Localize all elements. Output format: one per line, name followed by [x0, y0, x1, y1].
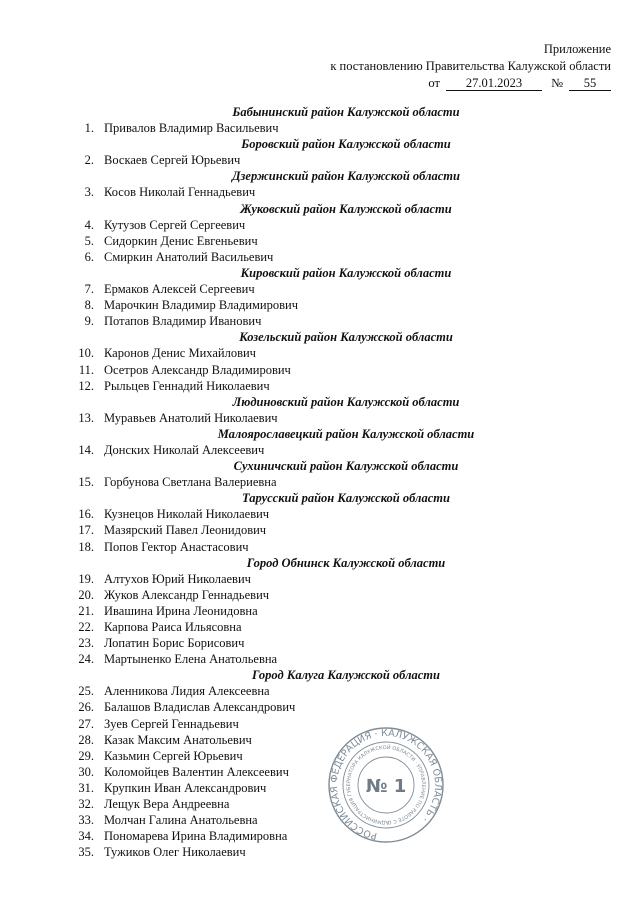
item-number: 12. [78, 378, 94, 393]
list-item [0, 345, 640, 361]
person-name: Крупкин Иван Александрович [104, 780, 267, 795]
item-number: 23. [78, 636, 94, 651]
item-number: 35. [78, 845, 94, 860]
district-heading: Жуковский район Калужской области [240, 201, 452, 216]
item-number: 29. [78, 748, 94, 763]
person-name: Казак Максим Анатольевич [104, 732, 252, 747]
district-heading: Козельский район Калужской области [239, 330, 453, 345]
district-heading: Сухиничский район Калужской области [233, 459, 459, 474]
item-number: 10. [78, 346, 94, 361]
person-name: Тужиков Олег Николаевич [104, 845, 246, 860]
list-item [0, 313, 640, 329]
list-item [0, 297, 640, 313]
from-label: от [428, 76, 440, 90]
item-number: 3. [84, 185, 94, 200]
list-item [0, 506, 640, 522]
item-number: 30. [78, 764, 94, 779]
district-heading: Малоярославецкий район Калужской области [217, 426, 475, 441]
item-number: 13. [78, 410, 94, 425]
person-name: Лопатин Борис Борисович [104, 636, 245, 651]
list-item [0, 619, 640, 635]
stamp-inner-text: АДМИНИСТРАЦИЯ ГУБЕРНАТОРА КАЛУЖСКОЙ ОБЛАСТИ · УПРАВЛЕНИЕ ПО РАБОТЕ С ОБРАЩЕНИЯМИ [345, 744, 427, 826]
person-name: Лещук Вера Андреевна [104, 797, 230, 812]
list-item [0, 233, 640, 249]
person-name: Молчан Галина Анатольевна [104, 813, 258, 828]
person-name: Муравьев Анатолий Николаевич [104, 410, 278, 425]
item-number: 22. [78, 620, 94, 634]
person-name: Казьмин Сергей Юрьевич [104, 748, 243, 763]
person-name: Каронов Денис Михайлович [104, 346, 256, 361]
item-number: 17. [78, 523, 94, 538]
person-name: Рыльцев Геннадий Николаевич [104, 378, 270, 393]
recipient-list [0, 104, 640, 860]
item-number: 1. [84, 121, 94, 136]
district-heading: Город Обнинск Калужской области [246, 555, 446, 570]
list-item [0, 635, 640, 651]
list-item [0, 522, 640, 538]
item-number: 28. [78, 732, 94, 747]
person-name: Воскаев Сергей Юрьевич [104, 153, 241, 168]
district-heading: Город Калуга Калужской области [252, 668, 440, 683]
list-item [0, 474, 640, 490]
list-item [0, 362, 640, 378]
list-item [0, 217, 640, 233]
person-name: Карпова Раиса Ильясовна [104, 620, 242, 634]
item-number: 4. [84, 217, 94, 232]
list-item [0, 716, 640, 732]
person-name: Кутузов Сергей Сергеевич [104, 217, 246, 232]
list-item [0, 378, 640, 394]
person-name: Алтухов Юрий Николаевич [104, 571, 251, 586]
person-name: Кузнецов Николай Николаевич [104, 507, 270, 522]
item-number: 18. [78, 539, 94, 554]
decree-date: 27.01.2023 [446, 77, 542, 91]
item-number: 24. [78, 652, 94, 667]
list-item [0, 812, 640, 828]
list-item [0, 410, 640, 426]
item-number: 19. [78, 571, 94, 586]
list-item [0, 152, 640, 168]
item-number: 34. [78, 829, 94, 844]
list-item [0, 442, 640, 458]
decree-date-number [428, 75, 611, 91]
person-name: Балашов Владислав Александрович [104, 700, 296, 715]
district-heading: Бабынинский район Калужской области [232, 105, 460, 119]
list-item [0, 699, 640, 715]
list-item [0, 796, 640, 812]
list-item [0, 844, 640, 860]
stamp-center-number: № 1 [365, 776, 407, 797]
list-item [0, 587, 640, 603]
list-item [0, 651, 640, 667]
person-name: Осетров Александр Владимирович [104, 362, 291, 377]
item-number: 9. [84, 314, 94, 329]
person-name: Привалов Владимир Васильевич [104, 121, 279, 136]
person-name: Мартыненко Елена Анатольевна [104, 652, 278, 667]
item-number: 20. [78, 587, 94, 602]
list-item [0, 828, 640, 844]
item-number: 33. [78, 813, 94, 828]
person-name: Марочкин Владимир Владимирович [104, 298, 299, 313]
item-number: 14. [78, 442, 94, 457]
person-name: Аленникова Лидия Алексеевна [104, 684, 270, 699]
appendix-title: Приложение [543, 42, 611, 56]
list-item [0, 571, 640, 587]
item-number: 21. [78, 603, 94, 618]
item-number: 7. [84, 282, 94, 297]
decree-number: 55 [569, 77, 611, 91]
official-seal-stamp [326, 725, 446, 845]
item-number: 11. [78, 362, 94, 377]
district-heading: Боровский район Калужской области [241, 137, 451, 152]
person-name: Пономарева Ирина Владимировна [104, 829, 288, 844]
person-name: Смиркин Анатолий Васильевич [104, 249, 274, 264]
person-name: Горбунова Светлана Валериевна [104, 475, 277, 490]
item-number: 31. [78, 780, 94, 795]
item-number: 2. [84, 153, 94, 168]
list-item [0, 764, 640, 780]
item-number: 5. [84, 233, 94, 248]
district-heading: Кировский район Калужской области [240, 265, 452, 280]
item-number: 15. [78, 475, 94, 490]
item-number: 32. [78, 797, 94, 812]
list-item [0, 249, 640, 265]
person-name: Потапов Владимир Иванович [104, 314, 262, 329]
item-number: 25. [78, 684, 94, 699]
item-number: 6. [84, 249, 94, 264]
person-name: Ермаков Алексей Сергеевич [104, 282, 255, 297]
item-number: 16. [78, 507, 94, 522]
person-name: Мазярский Павел Леонидович [104, 523, 267, 538]
district-heading: Тарусский район Калужской области [242, 491, 450, 506]
list-item [0, 120, 640, 136]
district-heading: Людиновский район Калужской области [232, 394, 460, 409]
list-item [0, 603, 640, 619]
stamp-outer-text: РОССИЙСКАЯ ФЕДЕРАЦИЯ · КАЛУЖСКАЯ ОБЛАСТЬ · [328, 727, 444, 842]
item-number: 27. [78, 716, 94, 731]
list-item [0, 184, 640, 200]
list-item [0, 539, 640, 555]
person-name: Зуев Сергей Геннадьевич [104, 716, 239, 731]
list-item [0, 780, 640, 796]
person-name: Ивашина Ирина Леонидовна [104, 603, 258, 618]
person-name: Косов Николай Геннадьевич [104, 185, 256, 200]
person-name: Донских Николай Алексеевич [104, 442, 265, 457]
list-item [0, 732, 640, 748]
person-name: Жуков Александр Геннадьевич [104, 587, 270, 602]
list-item [0, 281, 640, 297]
person-name: Сидоркин Денис Евгеньевич [104, 233, 258, 248]
person-name: Попов Гектор Анастасович [104, 539, 249, 554]
item-number: 26. [78, 700, 94, 715]
list-item [0, 748, 640, 764]
person-name: Коломойцев Валентин Алексеевич [104, 764, 289, 779]
list-item [0, 683, 640, 699]
item-number: 8. [84, 298, 94, 313]
district-heading: Дзержинский район Калужской области [232, 169, 460, 184]
decree-reference: к постановлению Правительства Калужской области [330, 59, 611, 73]
number-label: № [551, 76, 563, 90]
